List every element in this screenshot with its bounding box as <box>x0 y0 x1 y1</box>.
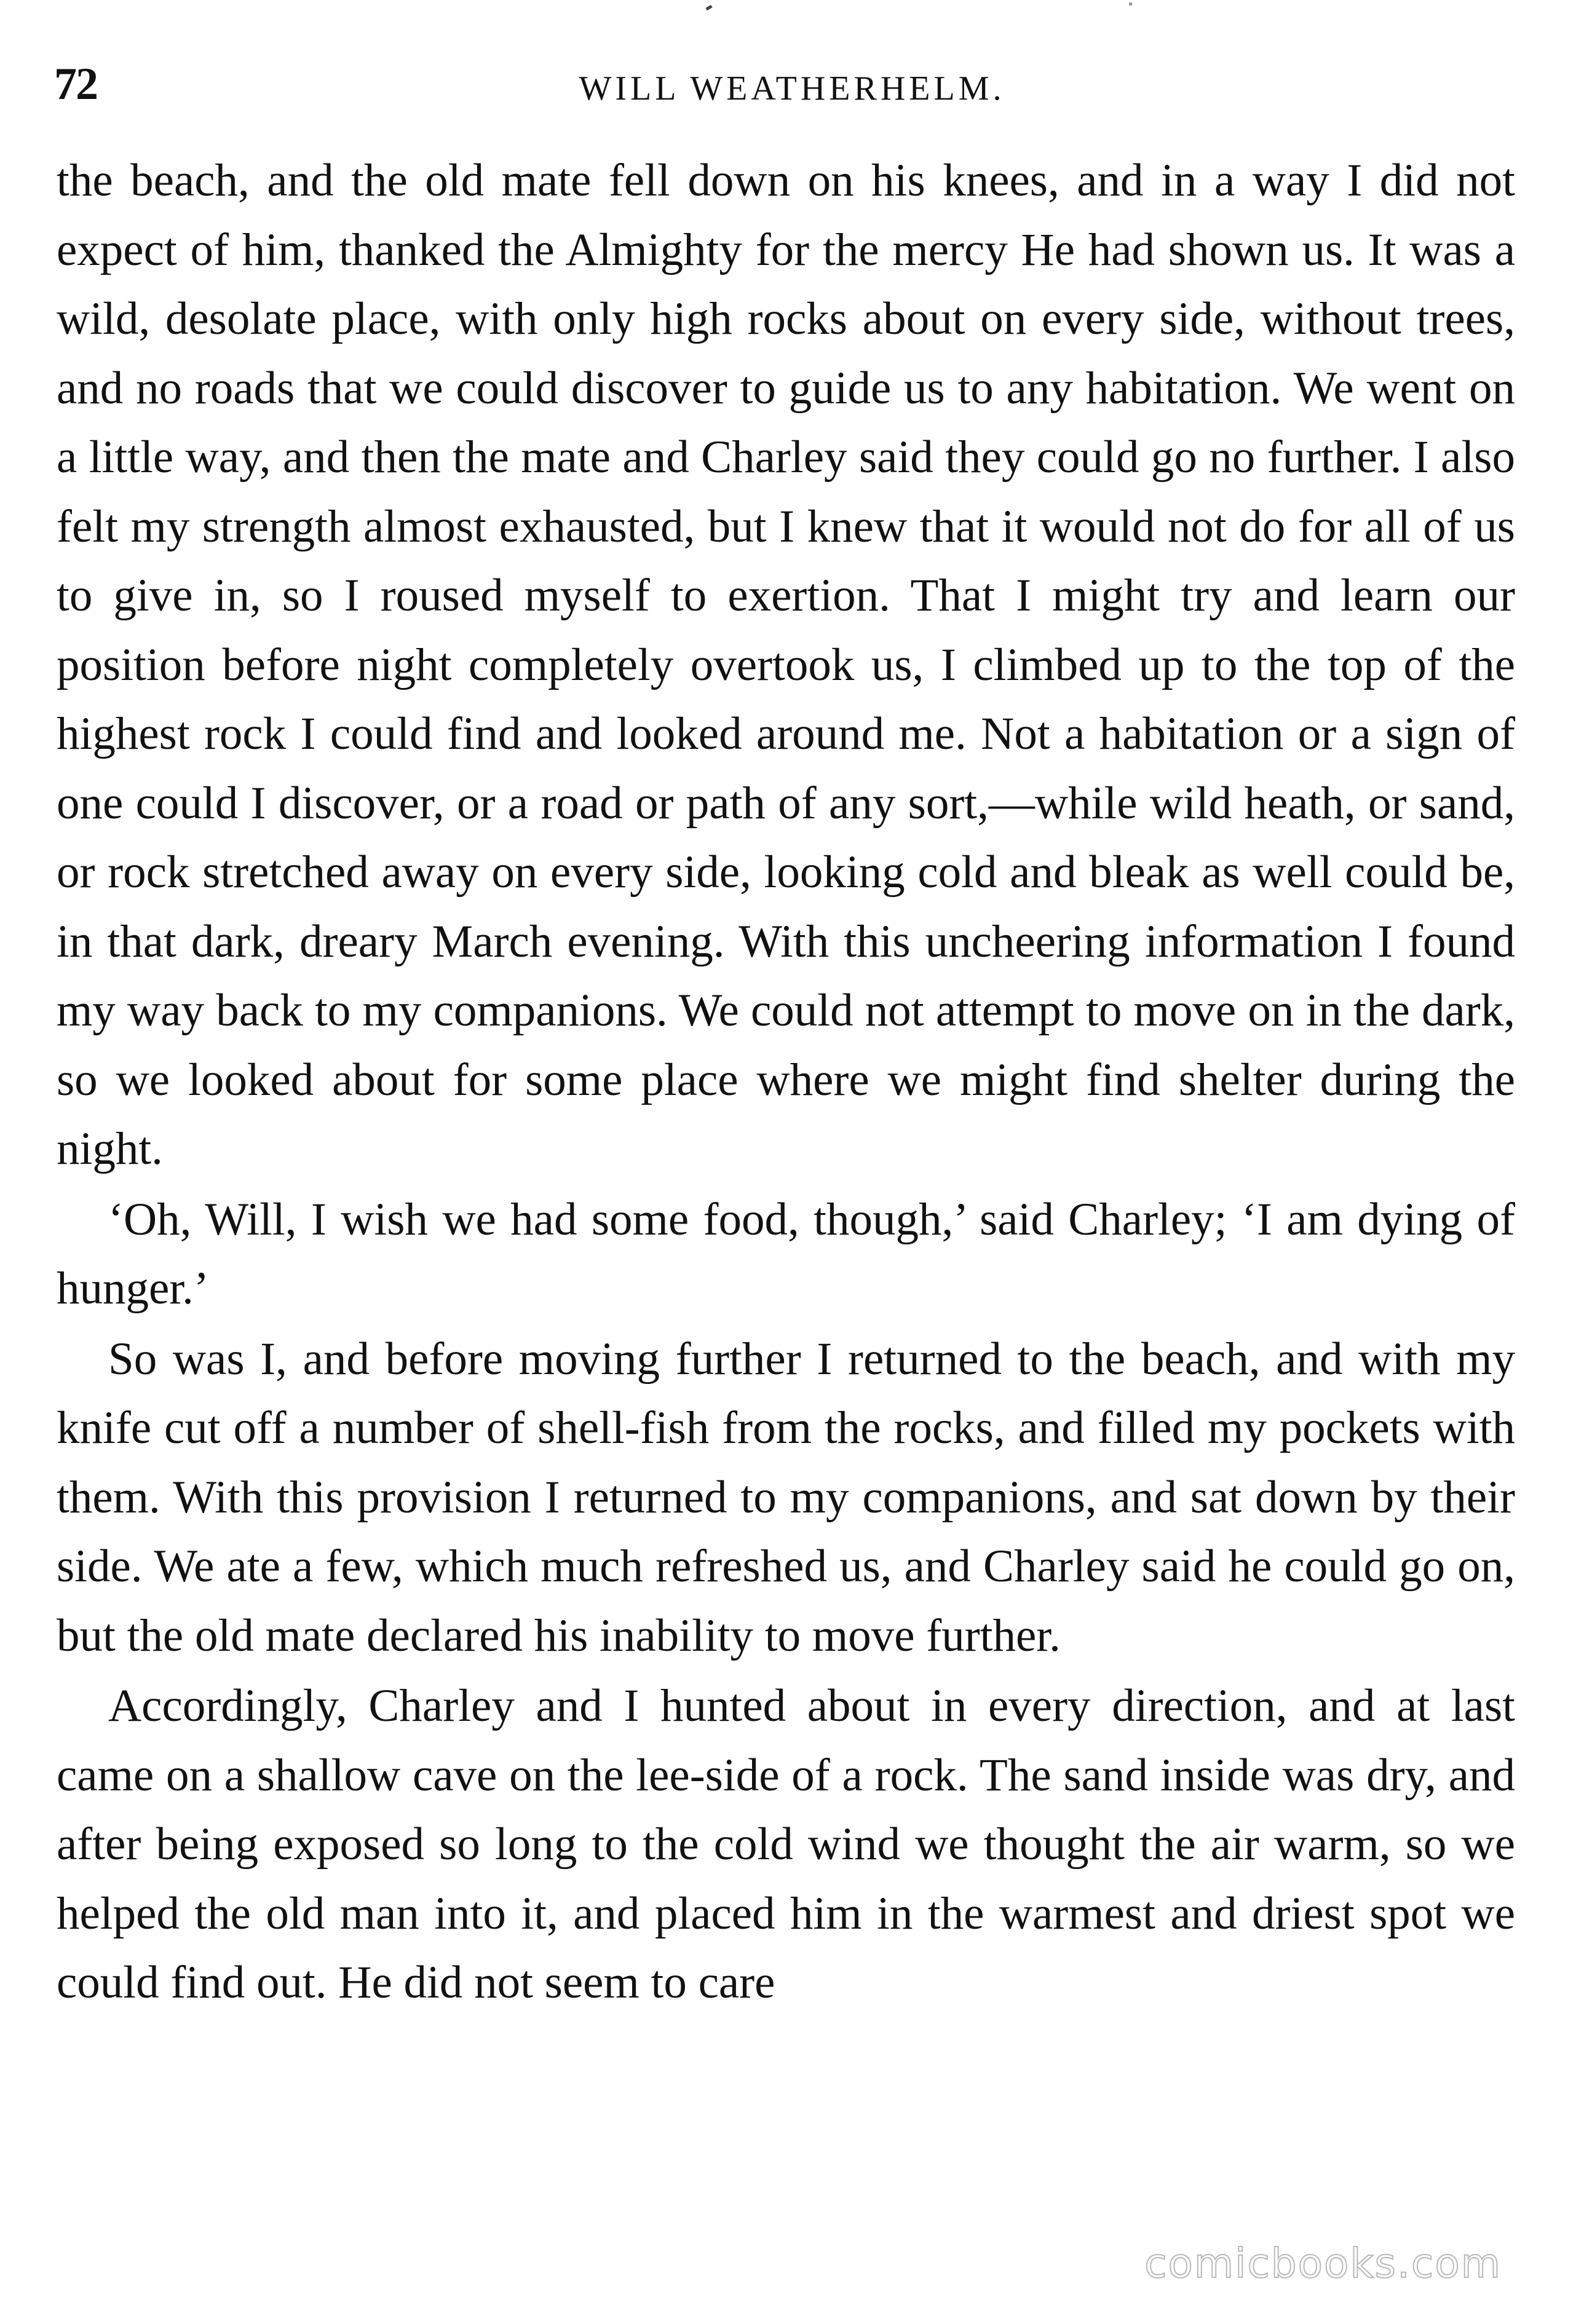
body-text <box>57 146 1515 2018</box>
page-number: 72 <box>54 59 97 109</box>
watermark-text: comicbooks.com <box>1144 2240 1502 2287</box>
paragraph: ‘Oh, Will, I wish we had some food, though,’ said Charley; ‘I am dying of hunger.’ <box>57 1193 1515 1314</box>
paragraph: Accordingly, Charley and I hunted about in every direction, and at last came on a shallow cave on the lee-side of a rock. The sand inside was dry, and after being exposed so long to the cold wind we thought the air warm, so we helped the old man into it, and placed him in the warmest and driest spot we could find out. He did not seem to care <box>57 1680 1515 2008</box>
running-title: WILL WEATHERHELM. <box>579 69 1005 108</box>
ink-speck <box>1129 2 1132 6</box>
paragraph: the beach, and the old mate fell down on his knees, and in a way I did not expect of him, thanked the Almighty for the mercy He had shown us. It was a wild, desolate place, with only high rocks about on every side, without trees, and no roads that we could discover to guide us to any habitation. We went on a little way, and then the mate and Charley said they could go no further. I also felt my strength almost exhausted, but I knew that it would not do for all of us to give in, so I roused myself to exertion. That I might try and learn our position before night completely overtook us, I climbed up to the top of the highest rock I could find and looked around me. Not a habitation or a sign of one could I discover, or a road or path of any sort,—while wild heath, or sand, or rock stretched away on every side, looking cold and bleak as well could be, in that dark, dreary March evening. With this uncheering information I found my way back to my companions. We could not attempt to move on in the dark, so we looked about for some place where we might find shelter during the night. <box>57 155 1515 1174</box>
paragraph: So was I, and before moving further I returned to the beach, and with my knife cut off a number of shell-fish from the rocks, and filled my pockets with them. With this provision I returned to my companions, and sat down by their side. We ate a few, which much refreshed us, and Charley said he could go on, but the old mate declared his inability to move further. <box>57 1333 1515 1661</box>
ink-speck <box>705 5 712 10</box>
